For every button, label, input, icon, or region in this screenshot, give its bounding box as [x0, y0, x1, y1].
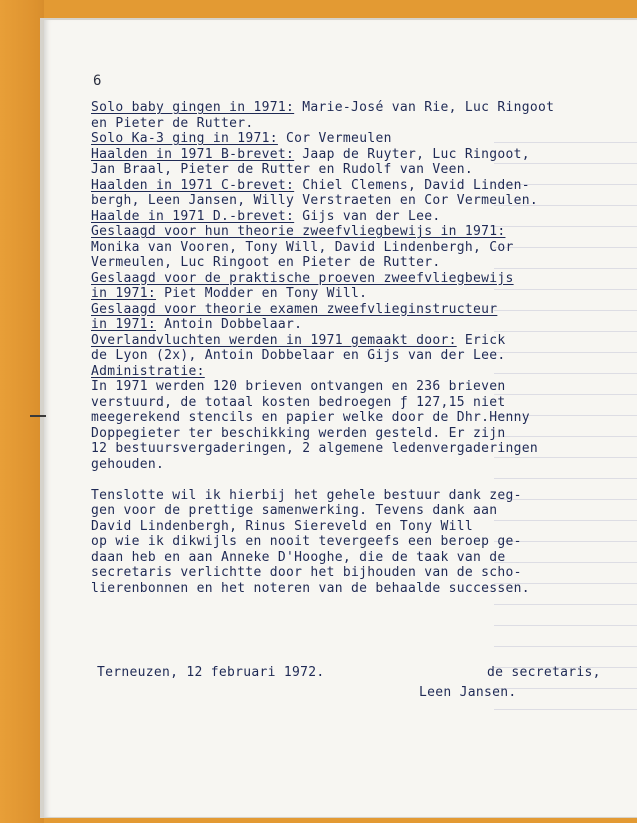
signature-block: [97, 663, 617, 703]
signer-name: Leen Jansen.: [419, 685, 517, 700]
underlined-heading: Haalden in 1971 B-brevet:: [91, 146, 295, 162]
line-text: Erick: [456, 332, 506, 348]
line-text: Gijs van der Lee.: [294, 208, 441, 224]
text-line: [91, 488, 611, 504]
text-line: [91, 348, 611, 364]
line-text: Antoin Dobbelaar.: [156, 317, 303, 332]
text-line: [91, 519, 611, 535]
text-line: [91, 193, 611, 209]
signer-role: de secretaris,: [487, 665, 601, 680]
text-line: [91, 286, 611, 302]
line-text: secretaris verlichtte door het bijhouden van de scho-: [91, 565, 522, 580]
text-line: [91, 209, 611, 225]
line-text: de Lyon (2x), Antoin Dobbelaar en Gijs van der Lee.: [91, 348, 506, 363]
line-text: In 1971 werden 120 brieven ontvangen en 236 brieven: [91, 379, 506, 394]
underlined-heading: Haalden in 1971 C-brevet:: [91, 177, 295, 193]
text-line: [91, 534, 611, 550]
text-line: [91, 162, 611, 178]
underlined-heading: Solo Ka-3 ging in 1971:: [91, 131, 278, 146]
line-text: Monika van Vooren, Tony Will, David Lindenbergh, Cor: [91, 239, 514, 255]
line-text: David Lindenbergh, Rinus Siereveld en Tony Will: [91, 518, 473, 534]
line-text: verstuurd, de totaal kosten bedroegen ƒ 127,15 niet: [91, 394, 506, 410]
text-line: [91, 100, 611, 116]
line-text: lierenbonnen en het noteren van de behaalde successen.: [91, 580, 530, 596]
line-text: Jan Braal, Pieter de Rutter en Rudolf van Veen.: [91, 162, 473, 177]
text-line: [91, 271, 611, 287]
line-text: 12 bestuursvergaderingen, 2 algemene ledenvergaderingen: [91, 441, 538, 456]
text-line: [91, 503, 611, 519]
line-text: bergh, Leen Jansen, Willy Verstraeten en Cor Vermeulen.: [91, 193, 538, 208]
underlined-heading: Geslaagd voor de praktische proeven zweefvliegbewijs: [91, 270, 514, 286]
text-line: [91, 240, 611, 256]
blank-line: [91, 472, 611, 488]
page-number: 6: [93, 73, 102, 89]
line-text: Piet Modder en Tony Will.: [156, 286, 368, 301]
line-text: Jaap de Ruyter, Luc Ringoot,: [294, 146, 530, 162]
text-line: [91, 178, 611, 194]
line-text: Marie-José van Rie, Luc Ringoot: [294, 100, 555, 115]
text-line: [91, 457, 611, 473]
text-line: [91, 395, 611, 411]
typed-report-body: [91, 100, 611, 596]
line-text: Chiel Clemens, David Linden-: [294, 177, 530, 193]
underlined-heading: Solo baby gingen in 1971:: [91, 100, 295, 115]
text-line: [91, 333, 611, 349]
text-line: [91, 147, 611, 163]
line-text: Vermeulen, Luc Ringoot en Pieter de Rutter.: [91, 255, 441, 270]
underlined-heading: Administratie:: [91, 363, 205, 379]
line-text: Tenslotte wil ik hierbij het gehele bestuur dank zeg-: [91, 487, 522, 503]
binder-mark: [30, 415, 46, 417]
underlined-heading: Geslaagd voor hun theorie zweefvliegbewijs in 1971:: [91, 224, 506, 239]
line-text: op wie ik dikwijls en nooit tevergeefs een beroep ge-: [91, 534, 522, 549]
line-text: meegerekend stencils en papier welke door de Dhr.Henny: [91, 410, 530, 425]
place-date: Terneuzen, 12 februari 1972.: [97, 665, 325, 680]
text-line: [91, 131, 611, 147]
underlined-heading: Overlandvluchten werden in 1971 gemaakt door:: [91, 332, 457, 348]
text-line: [91, 116, 611, 132]
text-line: [91, 317, 611, 333]
text-line: [91, 565, 611, 581]
text-line: [91, 255, 611, 271]
line-text: daan heb en aan Anneke D'Hooghe, die de taak van de: [91, 549, 506, 565]
text-line: [91, 410, 611, 426]
text-line: [91, 302, 611, 318]
underlined-heading: Haalde in 1971 D.-brevet:: [91, 208, 295, 224]
line-text: Doppegieter ter beschikking werden gesteld. Er zijn: [91, 425, 506, 441]
underlined-heading: Geslaagd voor theorie examen zweefvlieginstructeur: [91, 301, 498, 317]
underlined-heading: in 1971:: [91, 286, 157, 301]
line-text: gen voor de prettige samenwerking. Tevens dank aan: [91, 503, 498, 518]
text-line: [91, 379, 611, 395]
text-line: [91, 550, 611, 566]
text-line: [91, 364, 611, 380]
text-line: [91, 426, 611, 442]
line-text: Cor Vermeulen: [277, 131, 392, 146]
underlined-heading: in 1971:: [91, 317, 157, 332]
text-line: [91, 441, 611, 457]
line-text: en Pieter de Rutter.: [91, 115, 254, 131]
line-text: gehouden.: [91, 456, 165, 472]
text-line: [91, 581, 611, 597]
text-line: [91, 224, 611, 240]
folder-edge: [0, 0, 44, 823]
